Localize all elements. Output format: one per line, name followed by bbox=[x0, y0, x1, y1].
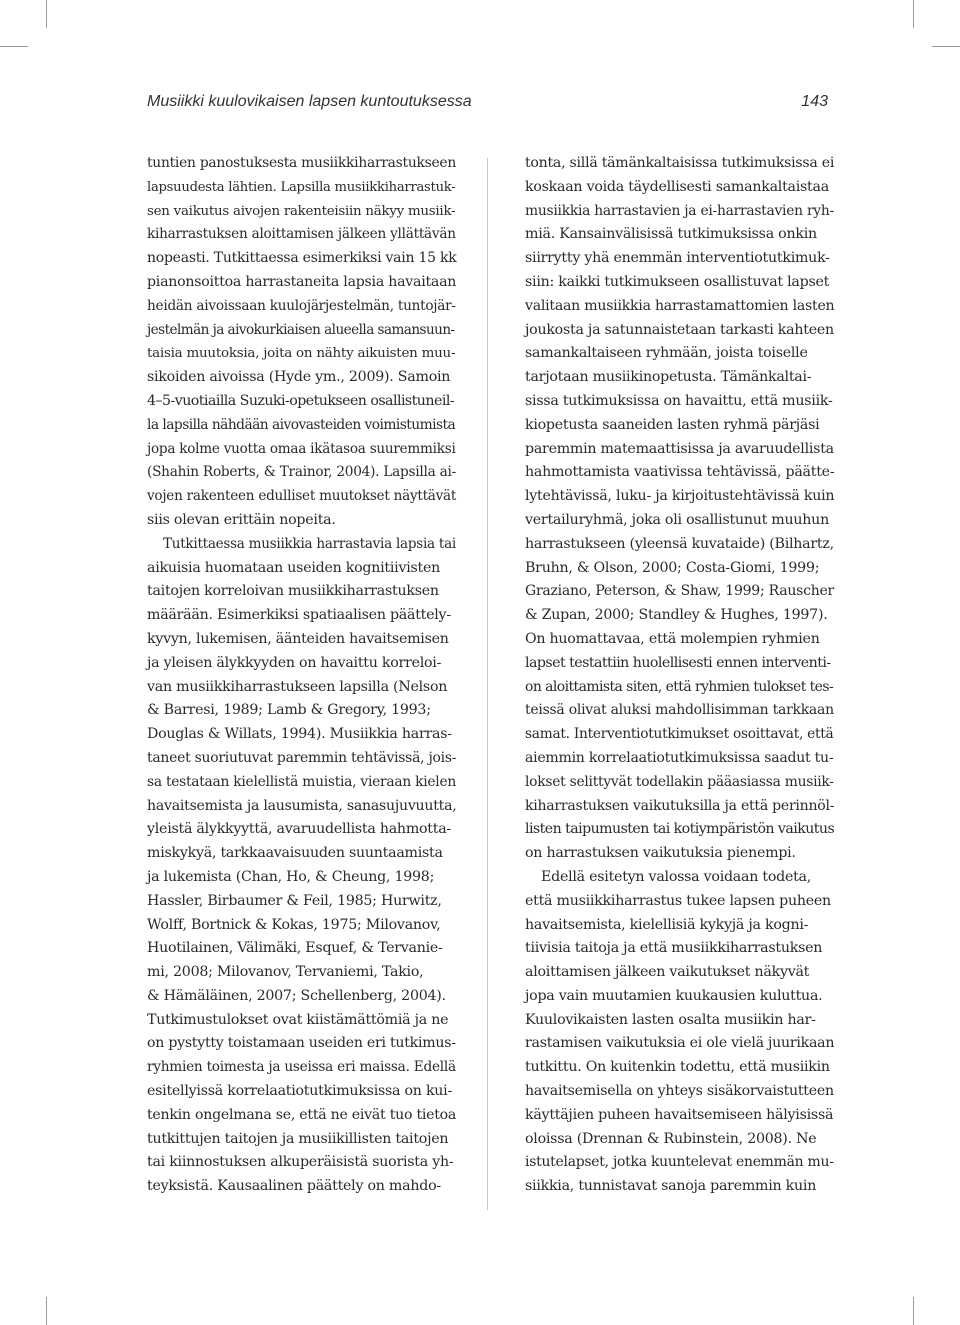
text-line: samat. Interventiotutkimukset osoittavat, että bbox=[525, 726, 834, 743]
text-line: Douglas & Willats, 1994). Musiikkia harras- bbox=[147, 726, 452, 743]
text-line: 4–5-vuotiailla Suzuki-opetukseen osallistuneil- bbox=[147, 392, 455, 409]
crop-mark bbox=[46, 0, 47, 28]
left-column bbox=[147, 152, 456, 1199]
text-line: havaitsemisella on yhteys sisäkorvaistutteen bbox=[525, 1083, 834, 1100]
text-line: miä. Kansainvälisissä tutkimuksissa onkin bbox=[525, 226, 817, 243]
text-line: lapsuudesta lähtien. Lapsilla musiikkiharrastuk- bbox=[147, 179, 456, 195]
text-line: (Shahin Roberts, & Trainor, 2004). Lapsilla ai- bbox=[147, 464, 457, 481]
text-line: teyksistä. Kausaalinen päättely on mahdo- bbox=[147, 1178, 441, 1195]
text-line: hahmottamista vaativissa tehtävissä, päätte- bbox=[525, 464, 835, 481]
text-line: taneet suoriutuvat paremmin tehtävissä, jois- bbox=[147, 749, 457, 766]
text-line: käyttäjien puheen havaitsemiseen hälyisissä bbox=[525, 1106, 834, 1123]
text-line: aikuisia huomataan useiden kognitiivisten bbox=[147, 559, 441, 576]
paragraph-start-line: Tutkittaessa musiikkia harrastavia lapsia tai bbox=[163, 535, 457, 552]
text-line: tiivisia taitoja ja että musiikkiharrastuksen bbox=[525, 940, 823, 957]
text-line: nopeasti. Tutkittaessa esimerkiksi vain 15 kk bbox=[147, 250, 457, 267]
text-line: kiharrastuksen vaikutuksilla ja että perinnöl- bbox=[525, 797, 835, 814]
text-line: vojen rakenteen edulliset muutokset näyttävät bbox=[147, 488, 457, 505]
text-line: heidän aivoissaan kuulojärjestelmän, tuntojär- bbox=[147, 297, 456, 314]
text-line: mi, 2008; Milovanov, Tervaniemi, Takio, bbox=[147, 964, 424, 981]
text-line: aloittamisen jälkeen vaikutukset näkyvät bbox=[525, 964, 810, 981]
text-line: ja yleisen älykkyyden on havaittu korreloi- bbox=[147, 654, 442, 671]
text-line: kiopetusta saaneiden lasten ryhmä pärjäsi bbox=[525, 416, 820, 433]
text-line: vertailuryhmä, joka oli osallistunut muuhun bbox=[525, 511, 829, 528]
text-line: sen vaikutus aivojen rakenteisiin näkyy musiik- bbox=[147, 203, 456, 219]
text-line: & Barresi, 1989; Lamb & Gregory, 1993; bbox=[147, 702, 431, 719]
text-line: taisia muutoksia, joita on nähty aikuisten muu- bbox=[147, 346, 456, 362]
text-line: teissä olivat aluksi mahdollisimman tarkkaan bbox=[525, 702, 834, 719]
crop-mark bbox=[0, 46, 28, 47]
text-line: ja lukemista (Chan, Ho, & Cheung, 1998; bbox=[147, 868, 435, 885]
text-line: tonta, sillä tämänkaltaisissa tutkimuksissa ei bbox=[525, 155, 835, 171]
text-line: lytehtävissä, luku- ja kirjoitustehtävissä kuin bbox=[525, 488, 835, 505]
text-line: Bruhn, & Olson, 2000; Costa-Giomi, 1999; bbox=[525, 559, 820, 576]
text-line: jestelmän ja aivokurkiaisen alueella samansuun- bbox=[147, 321, 455, 338]
text-line: yleistä älykkyyttä, avaruudellista hahmotta- bbox=[147, 821, 451, 838]
text-line: Wolff, Bortnick & Kokas, 1975; Milovanov, bbox=[147, 916, 441, 933]
text-line: joukosta ja satunnaistetaan tarkasti kahteen bbox=[525, 321, 834, 338]
text-line: tenkin ongelmana se, että ne eivät tuo tietoa bbox=[147, 1106, 457, 1123]
column-divider bbox=[487, 158, 488, 1210]
right-column bbox=[525, 152, 834, 1199]
text-line: & Hämäläinen, 2007; Schellenberg, 2004). bbox=[147, 987, 446, 1004]
text-line: harrastukseen (yleensä kuvataide) (Bilhartz, bbox=[525, 535, 834, 552]
text-line: paremmin matemaattisissa ja avaruudellista bbox=[525, 440, 834, 457]
text-line: Hassler, Birbaumer & Feil, 1985; Hurwitz, bbox=[147, 892, 442, 909]
text-line: kiharrastuksen aloittamisen jälkeen yllättävän bbox=[147, 226, 456, 243]
crop-mark bbox=[46, 1297, 47, 1325]
text-line: sikoiden aivoissa (Hyde ym., 2009). Samoin bbox=[147, 369, 451, 386]
text-line: on harrastuksen vaikutuksia pienempi. bbox=[525, 845, 796, 862]
text-line: jopa vain muutamien kuukausien kuluttua. bbox=[525, 987, 823, 1004]
text-line: & Zupan, 2000; Standley & Hughes, 1997). bbox=[525, 607, 828, 624]
text-line: aiemmin korrelaatiotutkimuksissa saadut tu- bbox=[525, 749, 834, 766]
text-line: siikkia, tunnistavat sanoja paremmin kuin bbox=[525, 1178, 817, 1195]
text-line: Graziano, Peterson, & Shaw, 1999; Rauscher bbox=[525, 583, 834, 600]
page-number: 143 bbox=[801, 93, 828, 110]
text-line: ryhmien toimesta ja useissa eri maissa. Edellä bbox=[147, 1059, 456, 1076]
text-line: lokset selittyvät todellakin pääasiassa musiik- bbox=[525, 773, 834, 790]
text-line: on pystytty toistamaan useiden eri tutkimus- bbox=[147, 1035, 456, 1052]
text-line: koskaan voida täydellisesti samankaltaistaa bbox=[525, 178, 829, 195]
text-line: musiikkia harrastavien ja ei-harrastavien ryh- bbox=[525, 202, 834, 219]
text-line: Kuulovikaisten lasten osalta musiikin har- bbox=[525, 1011, 816, 1028]
text-line: listen taipumusten tai kotiympäristön vaikutus bbox=[525, 821, 835, 838]
text-line: että musiikkiharrastus tukee lapsen puheen bbox=[525, 892, 831, 909]
text-line: havaitsemista, kielellisiä kykyjä ja kogni- bbox=[525, 916, 809, 933]
text-line: valitaan musiikkia harrastamattomien lasten bbox=[525, 297, 835, 314]
text-line: sissa tutkimuksissa on havaittu, että musiik- bbox=[525, 392, 833, 409]
text-line: sa testataan kielellistä muistia, vieraan kielen bbox=[147, 773, 457, 790]
text-line: Tutkimustulokset ovat kiistämättömiä ja ne bbox=[147, 1011, 449, 1028]
text-line: pianonsoittoa harrastaneita lapsia havaitaan bbox=[147, 273, 457, 290]
text-line: siis olevan erittäin nopeita. bbox=[147, 511, 336, 528]
text-line: tutkittu. On kuitenkin todettu, että musiikin bbox=[525, 1059, 830, 1076]
crop-mark bbox=[913, 1297, 914, 1325]
crop-mark bbox=[932, 46, 960, 47]
text-line: rastamisen vaikutuksia ei ole vielä juurikaan bbox=[525, 1035, 835, 1052]
text-line: lapset testattiin huolellisesti ennen interventi- bbox=[525, 654, 831, 671]
running-title: Musiikki kuulovikaisen lapsen kuntoutuksessa bbox=[147, 93, 472, 110]
text-line: oloissa (Drennan & Rubinstein, 2008). Ne bbox=[525, 1130, 817, 1147]
text-line: tai kiinnostuksen alkuperäisistä suorista yh- bbox=[147, 1154, 454, 1171]
crop-mark bbox=[913, 0, 914, 28]
text-line: samankaltaiseen ryhmään, joista toiselle bbox=[525, 345, 808, 362]
text-line: tutkittujen taitojen ja musiikillisten taitojen bbox=[147, 1130, 449, 1147]
paragraph-start-line: Edellä esitetyn valossa voidaan todeta, bbox=[541, 868, 812, 885]
text-line: taitojen korreloivan musiikkiharrastuksen bbox=[147, 583, 439, 600]
text-line: jopa kolme vuotta omaa ikätasoa suuremmiksi bbox=[147, 440, 456, 457]
text-line: la lapsilla nähdään aivovasteiden voimistumista bbox=[147, 416, 456, 433]
text-line: tarjotaan musiikinopetusta. Tämänkaltai- bbox=[525, 369, 812, 386]
text-line: istutelapset, jotka kuuntelevat enemmän mu- bbox=[525, 1154, 834, 1171]
text-line: siin: kaikki tutkimukseen osallistuvat lapset bbox=[525, 273, 830, 290]
text-line: Huotilainen, Välimäki, Esquef, & Tervanie- bbox=[147, 940, 443, 957]
text-line: määrään. Esimerkiksi spatiaalisen päättely- bbox=[147, 607, 451, 624]
text-line: on aloittamista siten, että ryhmien tulokset tes- bbox=[525, 678, 834, 695]
text-line: esitellyissä korrelaatiotutkimuksissa on kui- bbox=[147, 1083, 453, 1100]
text-line: tuntien panostuksesta musiikkiharrastukseen bbox=[147, 155, 456, 171]
text-line: kyvyn, lukemisen, äänteiden havaitsemisen bbox=[147, 630, 449, 647]
text-line: siirrytty yhä enemmän interventiotutkimuk- bbox=[525, 250, 830, 267]
text-line: havaitsemista ja lausumista, sanasujuvuutta, bbox=[147, 797, 457, 814]
text-line: On huomattavaa, että molempien ryhmien bbox=[525, 630, 820, 647]
text-line: van musiikkiharrastukseen lapsilla (Nelson bbox=[147, 678, 448, 695]
text-line: miskykyä, tarkkaavaisuuden suuntaamista bbox=[147, 845, 443, 862]
